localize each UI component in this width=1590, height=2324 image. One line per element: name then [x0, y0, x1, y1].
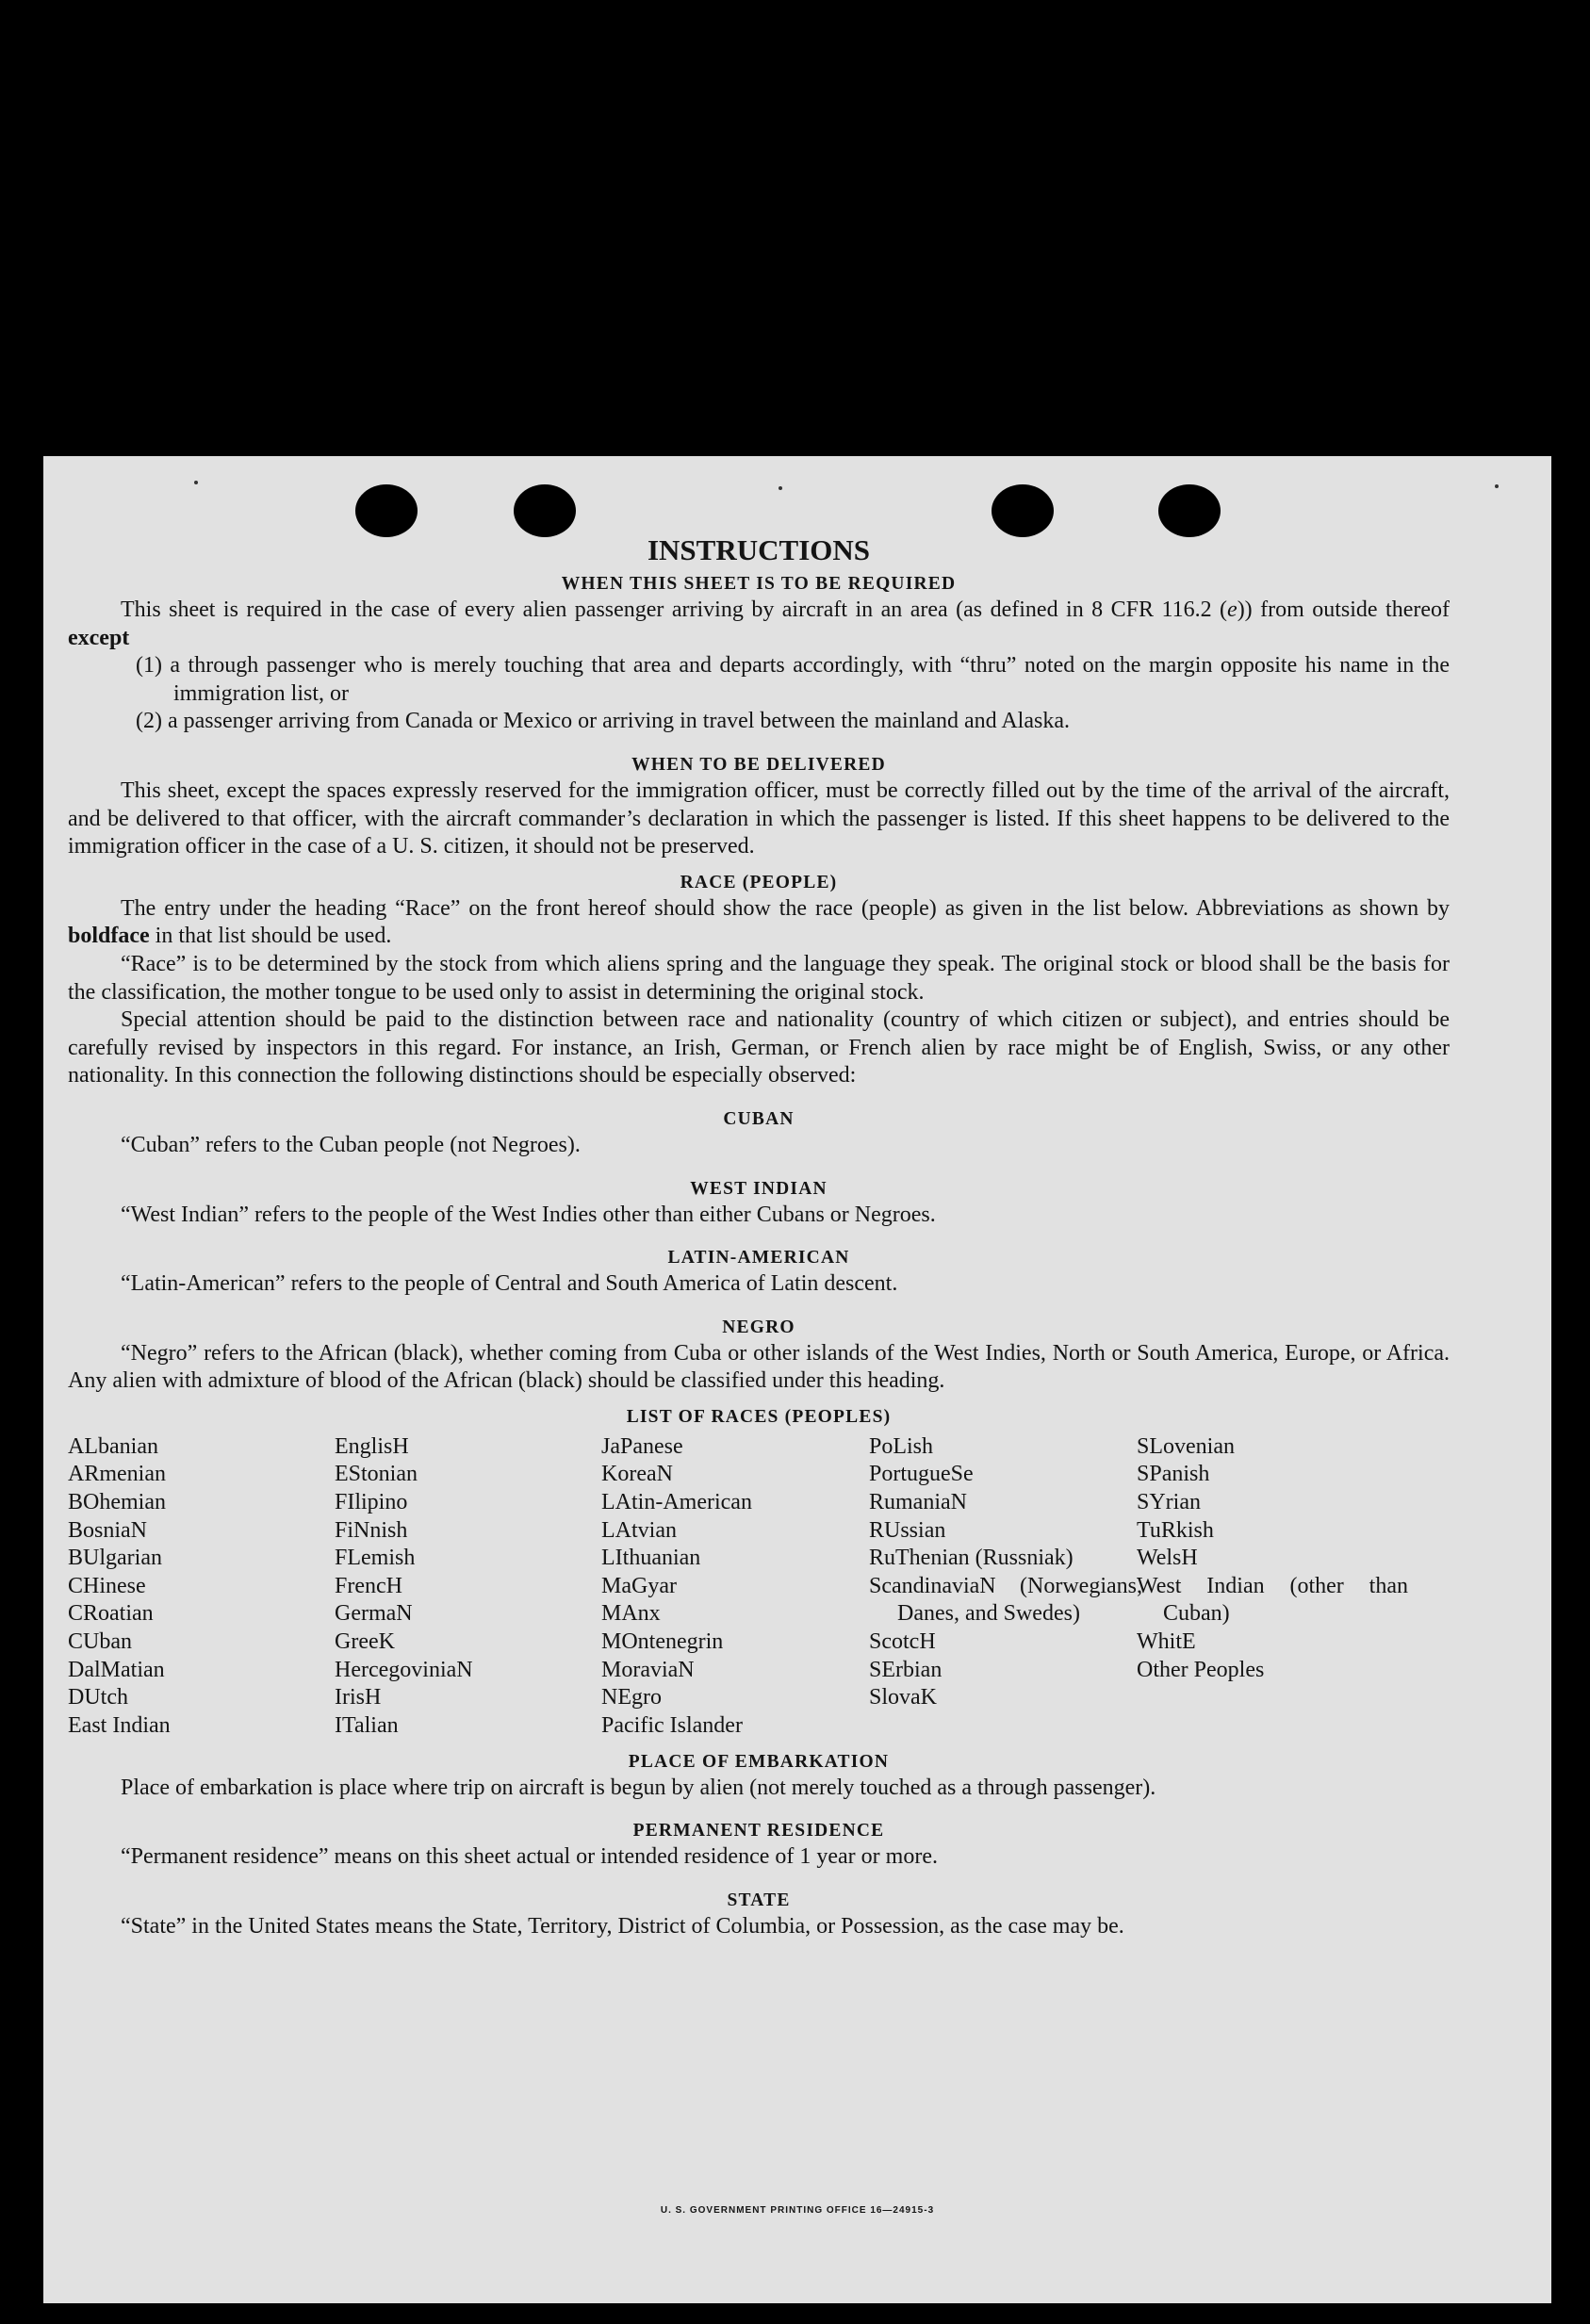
race-item: RUssian [869, 1517, 946, 1543]
text-segment: in that list should be used. [149, 924, 392, 949]
race-item: LIthuanian [601, 1546, 701, 1571]
race-item: ScandinaviaN (Norwegians, Danes, and Swedes) [869, 1573, 1142, 1627]
races-column-3 [601, 1433, 865, 1741]
race-item: CHinese [68, 1573, 146, 1598]
negro-paragraph: “Negro” refers to the African (black), whether coming from Cuba or other islands of the West Indies, North or South America, Europe, or Africa. Any alien with admixture of blood of the African (black) should be classified under this heading. [68, 1340, 1450, 1394]
text-segment: e [1227, 597, 1238, 622]
race-item: FIlipino [335, 1490, 408, 1515]
embarkation-paragraph: Place of embarkation is place where trip on aircraft is begun by alien (not merely touched as a through passenger). [121, 1775, 1156, 1800]
race-item: RumaniaN [869, 1490, 967, 1515]
race-paragraph-2: “Race” is to be determined by the stock from which aliens spring and the language they speak. The original stock or blood shall be the basis for the classification, the mother tongue to be used only to assist in determining the original stock. [68, 951, 1450, 1005]
emphasis-except: except [68, 625, 130, 650]
cuban-paragraph: “Cuban” refers to the Cuban people (not Negroes). [121, 1132, 581, 1157]
speck [1495, 484, 1499, 488]
race-item: HercegoviniaN [335, 1657, 473, 1682]
required-paragraph [68, 597, 1450, 652]
text-segment: This sheet is required in the case of every alien passenger arriving by aircraft in an area (as defined in 8 CFR 116.2 ( [121, 597, 1228, 622]
race-item: NEgro [601, 1685, 662, 1710]
race-item: SLovenian [1137, 1433, 1235, 1459]
races-table [68, 1433, 1450, 1738]
text-segment: The entry under the heading “Race” on the front hereof should show the race (people) as given in the list below. Abbreviations as shown by [121, 895, 1450, 921]
race-item: MaGyar [601, 1573, 677, 1598]
race-item: PoLish [869, 1433, 934, 1459]
race-item: DalMatian [68, 1657, 165, 1682]
section-heading-race: RACE (PEOPLE) [680, 872, 838, 892]
race-item: MoraviaN [601, 1657, 695, 1682]
exception-item-1: (1) a through passenger who is merely touching that area and departs accordingly, with “thru” noted on the margin opposite his name in the immigration list, or [136, 653, 1450, 706]
emphasis-boldface: boldface [68, 924, 150, 949]
race-item: ITalian [335, 1712, 399, 1738]
section-heading-residence: PERMANENT RESIDENCE [632, 1821, 885, 1841]
race-item: CUban [68, 1629, 132, 1655]
punch-hole [1158, 484, 1221, 537]
race-item: East Indian [68, 1712, 171, 1738]
race-item: BosniaN [68, 1517, 147, 1543]
race-item: GreeK [335, 1629, 395, 1655]
section-heading-delivered: WHEN TO BE DELIVERED [631, 754, 886, 775]
instructions-content [68, 533, 1450, 1941]
race-item: MAnx [601, 1601, 661, 1627]
delivered-paragraph: This sheet, except the spaces expressly reserved for the immigration officer, must be correctly filled out by the time of the arrival of the aircraft, and be delivered to that officer, with the aircraft commander’s declaration in which the passenger is listed. If this sheet happens to be delivered to the immigration officer in the case of a U. S. citizen, it should not be preserved. [68, 777, 1450, 859]
section-heading-latin-american: LATIN-AMERICAN [667, 1248, 850, 1268]
race-paragraph-1 [68, 895, 1450, 951]
race-item: ALbanian [68, 1433, 158, 1459]
race-item: GermaN [335, 1601, 413, 1627]
race-item: PortugueSe [869, 1462, 974, 1487]
text-segment: )) from outside thereof [1237, 597, 1450, 622]
race-item: CRoatian [68, 1601, 154, 1627]
race-item: LAtin-American [601, 1490, 752, 1515]
race-item: SlovaK [869, 1685, 937, 1710]
race-item: BOhemian [68, 1490, 166, 1515]
section-heading-west-indian: WEST INDIAN [690, 1178, 828, 1199]
punch-hole [355, 484, 418, 537]
west-indian-paragraph: “West Indian” refers to the people of the West Indies other than either Cubans or Negroes. [121, 1202, 936, 1227]
race-item: SPanish [1137, 1462, 1210, 1487]
printing-office-footer: U. S. GOVERNMENT PRINTING OFFICE 16—24915-3 [660, 2205, 935, 2216]
race-paragraph-3: Special attention should be paid to the distinction between race and nationality (country of which citizen or subject), and entries should be carefully revised by inspectors in this regard. For instance, an Irish, German, or French alien by race might be of English, Swiss, or any other nationality. In this connection the following distinctions should be especially observed: [68, 1007, 1450, 1088]
race-item: Pacific Islander [601, 1712, 743, 1738]
speck [779, 486, 782, 490]
races-column-2 [335, 1433, 580, 1741]
speck [194, 481, 198, 484]
race-item: SYrian [1137, 1490, 1201, 1515]
section-heading-cuban: CUBAN [723, 1108, 795, 1129]
state-paragraph: “State” in the United States means the State, Territory, District of Columbia, or Possession, as the case may be. [121, 1914, 1124, 1939]
races-column-4 [869, 1433, 1142, 1712]
race-item: KoreaN [601, 1462, 673, 1487]
race-item: FLemish [335, 1546, 416, 1571]
exception-item-2: (2) a passenger arriving from Canada or Mexico or arriving in travel between the mainland and Alaska. [136, 709, 1070, 734]
section-heading-list-of-races: LIST OF RACES (PEOPLES) [626, 1406, 892, 1427]
race-item: TuRkish [1137, 1517, 1214, 1543]
race-item: RuThenian (Russniak) [869, 1546, 1074, 1571]
races-column-1 [68, 1433, 313, 1741]
race-item: ARmenian [68, 1462, 166, 1487]
race-item: LAtvian [601, 1517, 677, 1543]
race-item: ScotcH [869, 1629, 936, 1655]
race-item: FrencH [335, 1573, 402, 1598]
section-heading-embarkation: PLACE OF EMBARKATION [628, 1751, 890, 1772]
race-item: WelsH [1137, 1546, 1198, 1571]
race-item: IrisH [335, 1685, 382, 1710]
punch-hole [514, 484, 576, 537]
race-item: WhitE [1137, 1629, 1196, 1655]
race-item: BUlgarian [68, 1546, 162, 1571]
page-title: INSTRUCTIONS [647, 533, 870, 566]
race-item: EnglisH [335, 1433, 409, 1459]
section-heading-negro: NEGRO [722, 1317, 795, 1337]
race-item: West Indian (other than Cuban) [1137, 1573, 1408, 1627]
race-item: JaPanese [601, 1433, 683, 1459]
race-item: SErbian [869, 1657, 943, 1682]
race-item: FiNnish [335, 1517, 408, 1543]
punch-hole [992, 484, 1054, 537]
race-item: EStonian [335, 1462, 418, 1487]
races-column-5 [1137, 1433, 1419, 1684]
section-heading-required: WHEN THIS SHEET IS TO BE REQUIRED [561, 574, 957, 594]
residence-paragraph: “Permanent residence” means on this sheet actual or intended residence of 1 year or more. [121, 1844, 938, 1870]
race-item: MOntenegrin [601, 1629, 724, 1655]
latin-american-paragraph: “Latin-American” refers to the people of Central and South America of Latin descent. [121, 1271, 898, 1297]
race-item: DUtch [68, 1685, 128, 1710]
section-heading-state: STATE [727, 1890, 791, 1911]
race-item: Other Peoples [1137, 1657, 1265, 1682]
instruction-sheet [43, 456, 1551, 2303]
